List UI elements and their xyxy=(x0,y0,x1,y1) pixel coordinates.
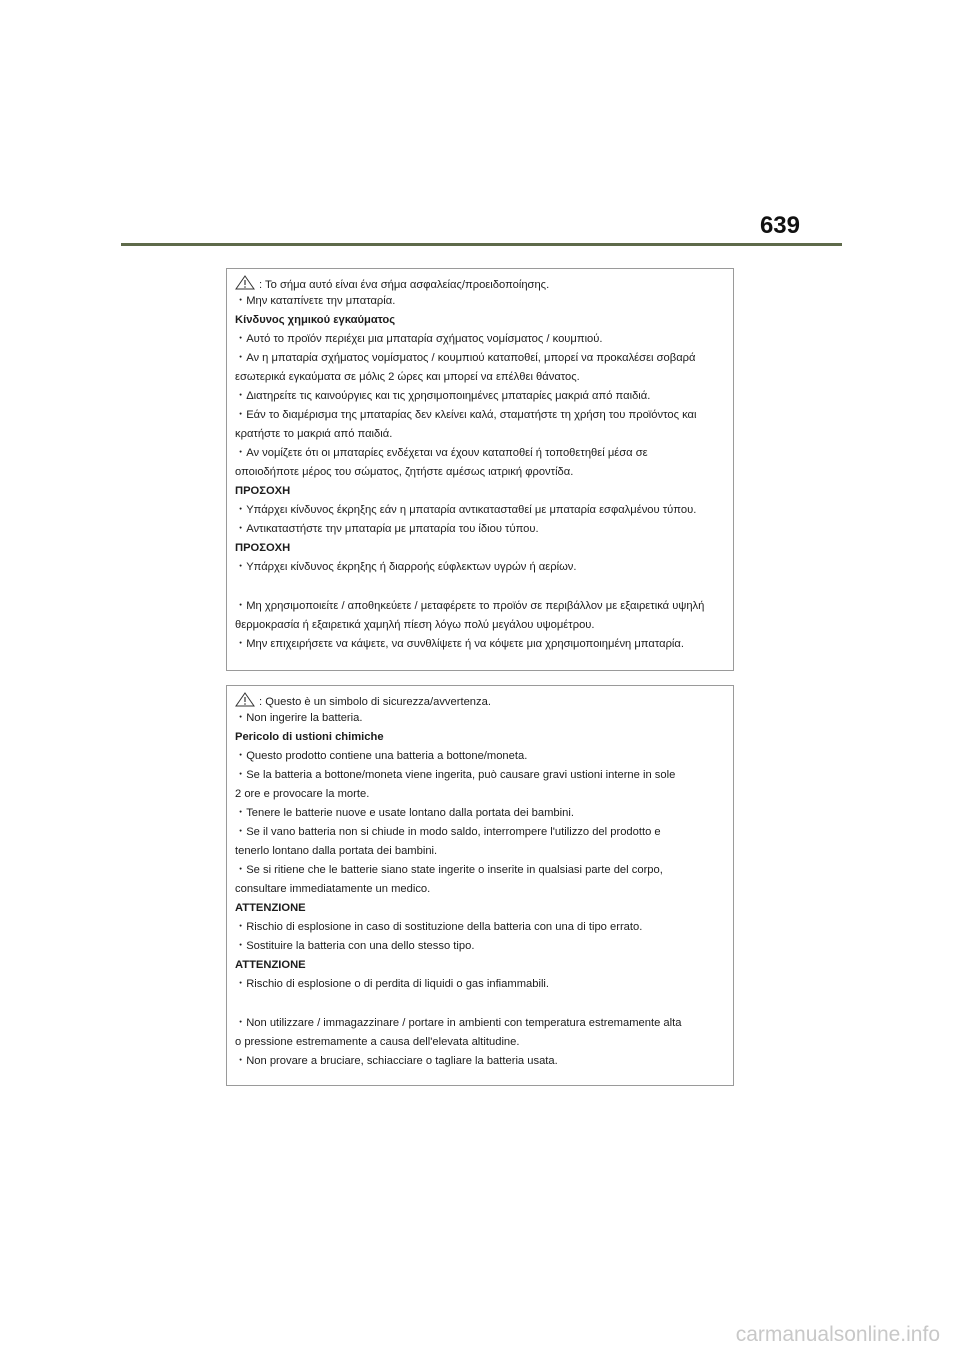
text-line: ・Tenere le batterie nuove e usate lontano dalla portata dei bambini. xyxy=(235,807,574,819)
text-line: ・Αυτό το προϊόν περιέχει μια μπαταρία σχήματος νομίσματος / κουμπιού. xyxy=(235,333,603,345)
text-line: ・Se si ritiene che le batterie siano state ingerite o inserite in qualsiasi parte del corpo, xyxy=(235,864,663,876)
page-number: 639 xyxy=(759,212,800,239)
text-line: ・Αν η μπαταρία σχήματος νομίσματος / κουμπιού καταποθεί, μπορεί να προκαλέσει σοβαρά xyxy=(235,352,696,364)
text-line: ・Μην επιχειρήσετε να κάψετε, να συνθλίψετε ή να κόψετε μια χρησιμοποιημένη μπαταρία. xyxy=(235,638,684,650)
symbol-line xyxy=(235,692,727,711)
text-line: κρατήστε το μακριά από παιδιά. xyxy=(235,428,393,440)
text-line: εσωτερικά εγκαύματα σε μόλις 2 ώρες και μπορεί να επέλθει θάνατος. xyxy=(235,371,580,383)
text-line: 2 ore e provocare la morte. xyxy=(235,788,370,800)
text-line: ・Se il vano batteria non si chiude in modo saldo, interrompere l'utilizzo del prodotto e xyxy=(235,826,661,838)
text-line: ・Questo prodotto contiene una batteria a bottone/moneta. xyxy=(235,750,528,762)
text-line: consultare immediatamente un medico. xyxy=(235,883,431,895)
section-heading: ΠΡΟΣΟΧΗ xyxy=(235,542,291,554)
header-rule xyxy=(121,243,842,246)
text-line: tenerlo lontano dalla portata dei bambini. xyxy=(235,845,438,857)
section-heading: Κίνδυνος χημικού εγκαύματος xyxy=(235,314,396,326)
symbol-line xyxy=(235,275,727,294)
text-line: ・Non provare a bruciare, schiacciare o tagliare la batteria usata. xyxy=(235,1055,558,1067)
text-line: ・Μη χρησιμοποιείτε / αποθηκεύετε / μεταφέρετε το προϊόν σε περιβάλλον με εξαιρετικά υψηλή xyxy=(235,600,705,612)
text-line: ・Non utilizzare / immagazzinare / portare in ambienti con temperatura estremamente alta xyxy=(235,1017,682,1029)
section-heading: ATTENZIONE xyxy=(235,959,306,971)
text-line: ・Αν νομίζετε ότι οι μπαταρίες ενδέχεται να έχουν καταποθεί ή τοποθετηθεί μέσα σε xyxy=(235,447,648,459)
site-watermark: carmanualsonline.info xyxy=(735,1323,940,1346)
symbol-text: : Questo è un simbolo di sicurezza/avvertenza. xyxy=(259,696,491,708)
text-line: ・Μην καταπίνετε την μπαταρία. xyxy=(235,295,396,307)
section-heading: ΠΡΟΣΟΧΗ xyxy=(235,485,291,497)
text-line: ・Rischio di esplosione o di perdita di liquidi o gas infiammabili. xyxy=(235,978,550,990)
text-line: ・Διατηρείτε τις καινούργιες και τις χρησιμοποιημένες μπαταρίες μακριά από παιδιά. xyxy=(235,390,651,402)
warning-triangle-icon xyxy=(235,692,255,711)
text-line: ・Αντικαταστήστε την μπαταρία με μπαταρία του ίδιου τύπου. xyxy=(235,523,539,535)
text-line: ・Υπάρχει κίνδυνος έκρηξης ή διαρροής εύφλεκτων υγρών ή αερίων. xyxy=(235,561,577,573)
greek-warning-box xyxy=(226,268,734,671)
section-heading: Pericolo di ustioni chimiche xyxy=(235,731,384,743)
italian-warning-box xyxy=(226,685,734,1086)
text-line: o pressione estremamente a causa dell'elevata altitudine. xyxy=(235,1036,520,1048)
text-line: οποιοδήποτε μέρος του σώματος, ζητήστε αμέσως ιατρική φροντίδα. xyxy=(235,466,574,478)
text-line: ・Non ingerire la batteria. xyxy=(235,712,363,724)
text-line: ・Rischio di esplosione in caso di sostituzione della batteria con una di tipo errato. xyxy=(235,921,643,933)
text-line: ・Se la batteria a bottone/moneta viene ingerita, può causare gravi ustioni interne in sole xyxy=(235,769,676,781)
text-line: ・Sostituire la batteria con una dello stesso tipo. xyxy=(235,940,475,952)
text-line: ・Εάν το διαμέρισμα της μπαταρίας δεν κλείνει καλά, σταματήστε τη χρήση του προϊόντος και xyxy=(235,409,697,421)
symbol-text: : Το σήμα αυτό είναι ένα σήμα ασφαλείας/προειδοποίησης. xyxy=(259,279,550,291)
section-heading: ATTENZIONE xyxy=(235,902,306,914)
text-line: θερμοκρασία ή εξαιρετικά χαμηλή πίεση λόγω πολύ μεγάλου υψομέτρου. xyxy=(235,619,595,631)
text-line: ・Υπάρχει κίνδυνος έκρηξης εάν η μπαταρία αντικατασταθεί με μπαταρία εσφαλμένου τύπου. xyxy=(235,504,697,516)
warning-triangle-icon xyxy=(235,275,255,294)
